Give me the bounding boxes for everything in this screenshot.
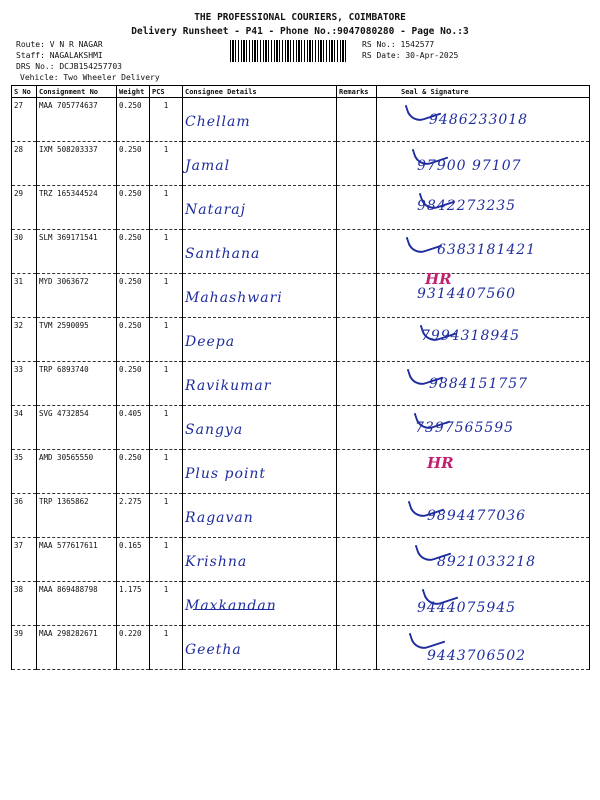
runsheet-table: [11, 85, 590, 670]
signature-cell: [377, 626, 590, 670]
consignee-name-handwritten: Jamal: [185, 158, 231, 174]
vehicle-label: Vehicle: Two Wheeler Delivery: [20, 73, 160, 82]
sno-cell: 28: [12, 142, 37, 186]
sno-cell: 27: [12, 98, 37, 142]
signature-cell: [377, 582, 590, 626]
table-row: [12, 362, 590, 406]
rs-date: RS Date: 30-Apr-2025: [362, 51, 459, 60]
pcs-cell: 1: [150, 318, 183, 362]
pcs-cell: 1: [150, 274, 183, 318]
consignee-cell: [183, 274, 337, 318]
sno-cell: 39: [12, 626, 37, 670]
sno-cell: 37: [12, 538, 37, 582]
table-row: [12, 274, 590, 318]
pcs-cell: 1: [150, 494, 183, 538]
table-row: [12, 626, 590, 670]
pcs-cell: 1: [150, 538, 183, 582]
pcs-cell: 1: [150, 406, 183, 450]
consignee-cell: [183, 582, 337, 626]
remarks-cell: [337, 186, 377, 230]
consignment-cell: SVG 4732854: [37, 406, 117, 450]
col-header-weight: Weight: [117, 86, 150, 98]
sno-cell: 31: [12, 274, 37, 318]
document-subtitle: Delivery Runsheet - P41 - Phone No.:9047080280 - Page No.:3: [131, 26, 469, 37]
consignee-name-handwritten: Sangya: [185, 422, 244, 438]
pcs-cell: 1: [150, 362, 183, 406]
signature-cell: [377, 450, 590, 494]
table-row: [12, 494, 590, 538]
weight-cell: 0.165: [117, 538, 150, 582]
table-row: [12, 98, 590, 142]
consignment-cell: TRP 6893740: [37, 362, 117, 406]
consignment-cell: SLM 369171541: [37, 230, 117, 274]
weight-cell: 0.250: [117, 318, 150, 362]
consignment-cell: TRP 1365862: [37, 494, 117, 538]
signature-cell: [377, 362, 590, 406]
consignment-cell: MAA 869488798: [37, 582, 117, 626]
consignment-cell: MYD 3063672: [37, 274, 117, 318]
consignee-cell: [183, 406, 337, 450]
recipient-phone-handwritten: 8921033218: [437, 554, 537, 570]
hr-initials-mark: HR: [427, 454, 454, 472]
weight-cell: 0.250: [117, 98, 150, 142]
col-header-consignment: Consignment No: [37, 86, 117, 98]
consignment-cell: MAA 298282671: [37, 626, 117, 670]
table-row: [12, 582, 590, 626]
sno-cell: 29: [12, 186, 37, 230]
sno-cell: 30: [12, 230, 37, 274]
signature-cell: [377, 270, 590, 318]
remarks-cell: [337, 450, 377, 494]
signature-cell: [377, 142, 590, 186]
consignee-cell: [183, 230, 337, 274]
col-header-sno: S No: [12, 86, 37, 98]
recipient-phone-handwritten: 9314407560: [417, 286, 517, 302]
signature-cell: [377, 406, 590, 450]
sno-cell: 34: [12, 406, 37, 450]
weight-cell: 0.250: [117, 450, 150, 494]
consignee-name-handwritten: Geetha: [185, 642, 242, 658]
recipient-phone-handwritten: 7397565595: [415, 420, 515, 436]
weight-cell: 0.405: [117, 406, 150, 450]
signature-cell: [377, 318, 590, 362]
table-header-row: [12, 86, 590, 98]
signature-cell: [377, 186, 590, 230]
consignee-name-handwritten: Chellam: [185, 114, 251, 130]
sno-cell: 35: [12, 450, 37, 494]
remarks-cell: [337, 318, 377, 362]
consignee-name-handwritten: Mahashwari: [185, 290, 283, 306]
pcs-cell: 1: [150, 230, 183, 274]
remarks-cell: [337, 406, 377, 450]
consignee-cell: [183, 98, 337, 142]
signature-cell: [377, 494, 590, 538]
consignee-name-handwritten: Krishna: [185, 554, 248, 570]
pcs-cell: 1: [150, 582, 183, 626]
route-label: Route: V N R NAGAR: [16, 40, 103, 49]
consignment-cell: TVM 2590095: [37, 318, 117, 362]
signature-cell: [377, 230, 590, 274]
weight-cell: 0.250: [117, 230, 150, 274]
consignee-cell: [183, 450, 337, 494]
consignee-cell: [183, 494, 337, 538]
consignment-cell: MAA 577617611: [37, 538, 117, 582]
consignment-cell: IXM 508203337: [37, 142, 117, 186]
consignee-name-handwritten: Deepa: [185, 334, 236, 350]
recipient-phone-handwritten: 6383181421: [437, 242, 537, 258]
pcs-cell: 1: [150, 186, 183, 230]
remarks-cell: [337, 582, 377, 626]
sno-cell: 33: [12, 362, 37, 406]
consignee-cell: [183, 186, 337, 230]
pcs-cell: 1: [150, 626, 183, 670]
signature-cell: [377, 538, 590, 582]
remarks-cell: [337, 230, 377, 274]
remarks-cell: [337, 494, 377, 538]
remarks-cell: [337, 98, 377, 142]
table-row: [12, 406, 590, 450]
remarks-cell: [337, 626, 377, 670]
weight-cell: 0.220: [117, 626, 150, 670]
barcode-image: [230, 40, 348, 62]
consignee-name-handwritten: Ragavan: [185, 510, 254, 526]
recipient-phone-handwritten: 9884151757: [429, 376, 529, 392]
recipient-phone-handwritten: 97900 97107: [417, 158, 522, 174]
consignee-cell: [183, 142, 337, 186]
sno-cell: 38: [12, 582, 37, 626]
weight-cell: 0.250: [117, 186, 150, 230]
table-row: [12, 142, 590, 186]
consignee-name-handwritten: Ravikumar: [185, 378, 272, 394]
weight-cell: 0.250: [117, 362, 150, 406]
consignee-name-handwritten: Santhana: [185, 246, 261, 262]
strike-through-line: [193, 609, 273, 610]
recipient-phone-handwritten: 9444075945: [417, 600, 517, 616]
pcs-cell: 1: [150, 98, 183, 142]
recipient-phone-handwritten: 9842273235: [417, 198, 517, 214]
col-header-signature: Seal & Signature: [377, 86, 590, 98]
col-header-consignee: Consignee Details: [183, 86, 337, 98]
consignee-cell: [183, 362, 337, 406]
recipient-phone-handwritten: 9894477036: [427, 508, 527, 524]
consignee-name-handwritten: Nataraj: [185, 202, 246, 218]
document-title: THE PROFESSIONAL COURIERS, COIMBATORE: [194, 12, 406, 23]
consignment-cell: AMD 30565550: [37, 450, 117, 494]
consignee-name-handwritten: Maxkandan: [185, 598, 277, 614]
staff-label: Staff: NAGALAKSHMI: [16, 51, 103, 60]
recipient-phone-handwritten: 9443706502: [427, 648, 527, 664]
table-row: [12, 186, 590, 230]
drs-label: DRS No.: DCJB154257703: [16, 62, 122, 71]
consignee-name-handwritten: Plus point: [185, 466, 267, 482]
pcs-cell: 1: [150, 450, 183, 494]
sno-cell: 36: [12, 494, 37, 538]
signature-cell: [377, 98, 590, 142]
remarks-cell: [337, 274, 377, 318]
table-row: [12, 538, 590, 582]
pcs-cell: 1: [150, 142, 183, 186]
consignee-cell: [183, 538, 337, 582]
hr-initials-mark: HR: [425, 270, 452, 288]
consignment-cell: TRZ 165344524: [37, 186, 117, 230]
weight-cell: 2.275: [117, 494, 150, 538]
weight-cell: 0.250: [117, 274, 150, 318]
col-header-remarks: Remarks: [337, 86, 377, 98]
remarks-cell: [337, 362, 377, 406]
recipient-phone-handwritten: 9486233018: [429, 112, 529, 128]
col-header-pcs: PCS: [150, 86, 183, 98]
rs-number: RS No.: 1542577: [362, 40, 435, 49]
table-row: [12, 450, 590, 494]
weight-cell: 0.250: [117, 142, 150, 186]
table-row: [12, 230, 590, 274]
sno-cell: 32: [12, 318, 37, 362]
table-row: [12, 318, 590, 362]
remarks-cell: [337, 538, 377, 582]
consignment-cell: MAA 705774637: [37, 98, 117, 142]
remarks-cell: [337, 142, 377, 186]
recipient-phone-handwritten: 7994318945: [421, 328, 521, 344]
consignee-cell: [183, 318, 337, 362]
weight-cell: 1.175: [117, 582, 150, 626]
consignee-cell: [183, 626, 337, 670]
